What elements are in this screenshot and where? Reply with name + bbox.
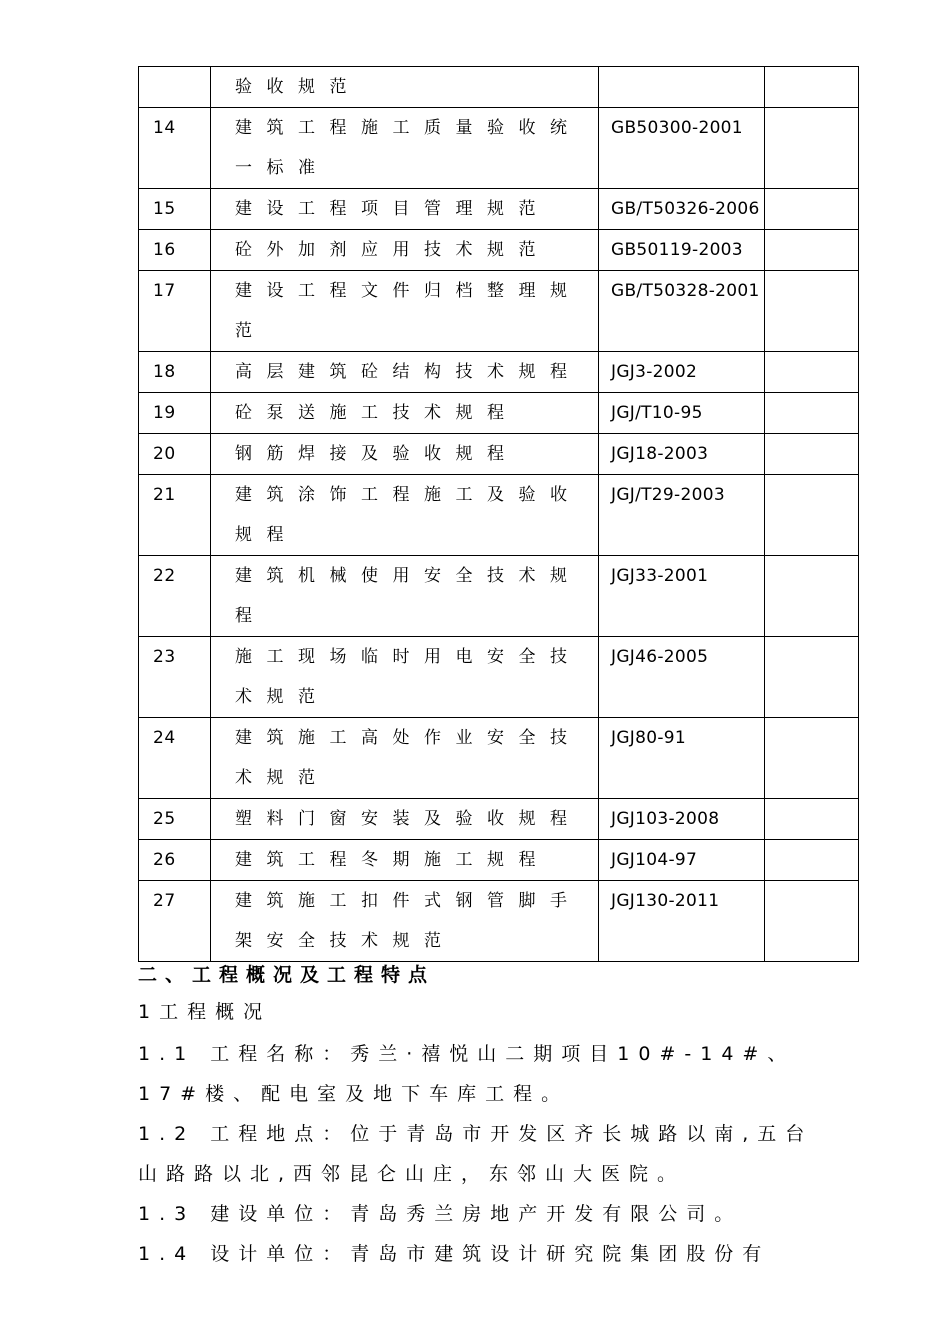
table-row bbox=[139, 271, 859, 352]
row-number: 25 bbox=[139, 799, 211, 840]
designer-paragraph: 1.4 设计单位：青岛市建筑设计研究院集团股份有 bbox=[138, 1243, 771, 1265]
blank-cell bbox=[765, 352, 859, 393]
blank-cell bbox=[765, 881, 859, 962]
standard-name: 建筑涂饰工程施工及验收规程 bbox=[211, 475, 599, 556]
standard-name: 钢筋焊接及验收规程 bbox=[211, 434, 599, 475]
standard-code: JGJ/T29-2003 bbox=[599, 475, 765, 556]
standard-name: 高层建筑砼结构技术规程 bbox=[211, 352, 599, 393]
blank-cell bbox=[765, 637, 859, 718]
blank-cell bbox=[765, 718, 859, 799]
row-number: 15 bbox=[139, 189, 211, 230]
project-name-paragraph: 1.1 工程名称：秀兰·禧悦山二期项目10#-14#、17#楼、配电室及地下车库工程。 bbox=[138, 1043, 796, 1105]
standard-name: 建筑工程施工质量验收统一标准 bbox=[211, 108, 599, 189]
standard-code: JGJ18-2003 bbox=[599, 434, 765, 475]
table-row bbox=[139, 637, 859, 718]
table-row bbox=[139, 108, 859, 189]
table-row bbox=[139, 230, 859, 271]
standard-name: 建筑工程冬期施工规程 bbox=[211, 840, 599, 881]
blank-cell bbox=[765, 556, 859, 637]
table-row bbox=[139, 434, 859, 475]
blank-cell bbox=[765, 67, 859, 108]
table-row bbox=[139, 718, 859, 799]
standard-name: 施工现场临时用电安全技术规范 bbox=[211, 637, 599, 718]
standard-name: 塑料门窗安装及验收规程 bbox=[211, 799, 599, 840]
standard-name: 建设工程文件归档整理规范 bbox=[211, 271, 599, 352]
standard-code: JGJ103-2008 bbox=[599, 799, 765, 840]
table-row bbox=[139, 799, 859, 840]
blank-cell bbox=[765, 108, 859, 189]
table-row bbox=[139, 475, 859, 556]
standard-code: JGJ46-2005 bbox=[599, 637, 765, 718]
table-row bbox=[139, 556, 859, 637]
standard-code: GB/T50326-2006 bbox=[599, 189, 765, 230]
row-number: 17 bbox=[139, 271, 211, 352]
row-number: 16 bbox=[139, 230, 211, 271]
standard-code: JGJ/T10-95 bbox=[599, 393, 765, 434]
section-heading: 二、工程概况及工程特点 bbox=[138, 964, 436, 986]
standard-code: JGJ33-2001 bbox=[599, 556, 765, 637]
blank-cell bbox=[765, 799, 859, 840]
blank-cell bbox=[765, 393, 859, 434]
standard-code: GB50119-2003 bbox=[599, 230, 765, 271]
blank-cell bbox=[765, 434, 859, 475]
blank-cell bbox=[765, 840, 859, 881]
project-location-paragraph: 1.2 工程地点：位于青岛市开发区齐长城路以南,五台山路路以北,西邻昆仑山庄，东邻山大医院。 bbox=[138, 1123, 814, 1185]
standards-table-body bbox=[139, 67, 859, 962]
row-number bbox=[139, 67, 211, 108]
standard-name: 建筑施工高处作业安全技术规范 bbox=[211, 718, 599, 799]
row-number: 27 bbox=[139, 881, 211, 962]
blank-cell bbox=[765, 271, 859, 352]
row-number: 19 bbox=[139, 393, 211, 434]
row-number: 23 bbox=[139, 637, 211, 718]
row-number: 21 bbox=[139, 475, 211, 556]
standard-code: JGJ104-97 bbox=[599, 840, 765, 881]
standard-code: GB/T50328-2001 bbox=[599, 271, 765, 352]
row-number: 22 bbox=[139, 556, 211, 637]
standard-name: 验收规范 bbox=[211, 67, 599, 108]
blank-cell bbox=[765, 189, 859, 230]
standard-code: JGJ80-91 bbox=[599, 718, 765, 799]
standard-name: 砼外加剂应用技术规范 bbox=[211, 230, 599, 271]
row-number: 20 bbox=[139, 434, 211, 475]
standards-table bbox=[138, 66, 859, 962]
table-row bbox=[139, 840, 859, 881]
standard-name: 建设工程项目管理规范 bbox=[211, 189, 599, 230]
standard-name: 建筑施工扣件式钢管脚手架安全技术规范 bbox=[211, 881, 599, 962]
table-row bbox=[139, 881, 859, 962]
client-paragraph: 1.3 建设单位：青岛秀兰房地产开发有限公司。 bbox=[138, 1203, 743, 1225]
table-row bbox=[139, 67, 859, 108]
blank-cell bbox=[765, 230, 859, 271]
standard-code bbox=[599, 67, 765, 108]
table-row bbox=[139, 352, 859, 393]
standard-name: 砼泵送施工技术规程 bbox=[211, 393, 599, 434]
table-row bbox=[139, 393, 859, 434]
blank-cell bbox=[765, 475, 859, 556]
standard-name: 建筑机械使用安全技术规程 bbox=[211, 556, 599, 637]
standard-code: JGJ3-2002 bbox=[599, 352, 765, 393]
subsection-title: 1工程概况 bbox=[138, 1001, 272, 1023]
standard-code: JGJ130-2011 bbox=[599, 881, 765, 962]
row-number: 18 bbox=[139, 352, 211, 393]
standard-code: GB50300-2001 bbox=[599, 108, 765, 189]
row-number: 26 bbox=[139, 840, 211, 881]
table-row bbox=[139, 189, 859, 230]
row-number: 24 bbox=[139, 718, 211, 799]
row-number: 14 bbox=[139, 108, 211, 189]
